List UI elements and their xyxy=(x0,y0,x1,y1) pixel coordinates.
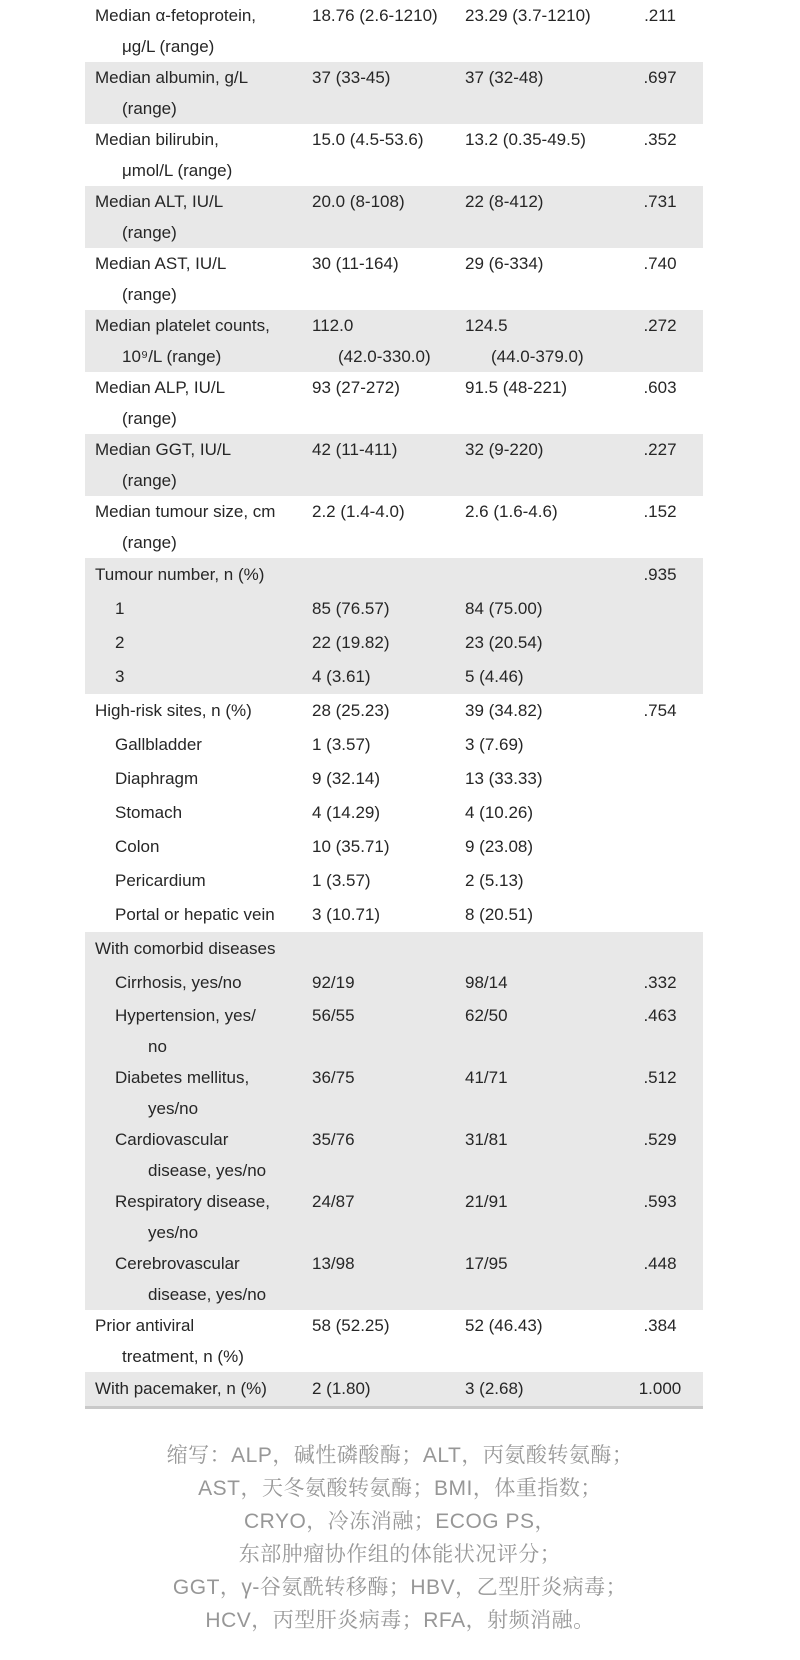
row-label-line: (range) xyxy=(122,533,177,552)
group1-value-line: 112.0 xyxy=(312,316,354,335)
row-label-line: With comorbid diseases xyxy=(95,939,276,958)
row-label-line: Diabetes mellitus, xyxy=(115,1068,250,1087)
row-label-line: Colon xyxy=(115,837,160,856)
group1-value xyxy=(312,310,465,372)
group1-value-line: 1 (3.57) xyxy=(312,871,371,890)
table-row xyxy=(85,62,703,124)
table-row xyxy=(85,762,703,796)
group1-value xyxy=(312,1310,465,1341)
group2-value xyxy=(465,496,617,527)
row-label xyxy=(85,248,312,310)
p-value: .731 xyxy=(643,192,677,211)
row-label-line: 3 xyxy=(115,667,125,686)
row-label xyxy=(85,694,312,728)
group2-value xyxy=(465,1062,617,1093)
group2-value-line: 124.5 xyxy=(465,316,508,335)
row-label xyxy=(85,660,312,694)
group2-value xyxy=(465,796,617,830)
group1-value-line: 24/87 xyxy=(312,1192,355,1211)
group2-value-line: 22 (8-412) xyxy=(465,192,544,211)
p-value-cell xyxy=(617,1062,703,1093)
row-label-line: (range) xyxy=(122,223,177,242)
p-value: .448 xyxy=(643,1254,677,1273)
group2-value-line: 23.29 (3.7-1210) xyxy=(465,6,591,25)
group1-value-line: 56/55 xyxy=(312,1006,355,1025)
row-label-line: (range) xyxy=(122,99,177,118)
row-label xyxy=(85,1372,312,1406)
row-label xyxy=(85,496,312,558)
group1-value-line: 13/98 xyxy=(312,1254,355,1273)
table-row xyxy=(85,626,703,660)
group1-value xyxy=(312,434,465,465)
group1-value xyxy=(312,694,465,728)
row-label-line: Median tumour size, cm xyxy=(95,502,276,521)
p-value: .211 xyxy=(644,6,676,25)
p-value-cell xyxy=(617,1248,703,1279)
p-value: .603 xyxy=(643,378,677,397)
group2-value-line: 2.6 (1.6-4.6) xyxy=(465,502,558,521)
table-row xyxy=(85,434,703,496)
row-label-line: no xyxy=(148,1037,167,1056)
group2-value-line: (44.0-379.0) xyxy=(491,347,584,366)
group2-value-line: 37 (32-48) xyxy=(465,68,544,87)
table-row xyxy=(85,694,703,728)
group2-value xyxy=(465,660,617,694)
group2-value xyxy=(465,310,617,372)
p-value: .272 xyxy=(643,316,677,335)
table-row xyxy=(85,898,703,932)
table-row xyxy=(85,660,703,694)
row-label-line: Cerebrovascular xyxy=(115,1254,240,1273)
group1-value-line: 85 (76.57) xyxy=(312,599,390,618)
group2-value xyxy=(465,1000,617,1031)
group2-value-line: 32 (9-220) xyxy=(465,440,544,459)
group2-value-line: 3 (2.68) xyxy=(465,1379,524,1398)
group1-value xyxy=(312,496,465,527)
row-label-line: μmol/L (range) xyxy=(122,161,233,180)
row-label-line: Median ALT, IU/L xyxy=(95,192,224,211)
group2-value xyxy=(465,124,617,155)
row-label-line: Prior antiviral xyxy=(95,1316,195,1335)
group1-value-line: 9 (32.14) xyxy=(312,769,381,788)
row-label-line: Diaphragm xyxy=(115,769,199,788)
group1-value xyxy=(312,1186,465,1217)
row-label-line: 10⁹/L (range) xyxy=(122,347,222,366)
p-value-cell xyxy=(617,966,703,1000)
row-label-line: Median AST, IU/L xyxy=(95,254,227,273)
table-row xyxy=(85,1248,703,1310)
table-row xyxy=(85,1000,703,1062)
footnote-line: CRYO，冷冻消融；ECOG PS， xyxy=(244,1510,556,1533)
row-label-line: treatment, n (%) xyxy=(122,1347,244,1366)
footnote-line: 缩写：ALP，碱性磷酸酶；ALT，丙氨酸转氨酶； xyxy=(166,1444,634,1467)
table-row xyxy=(85,1124,703,1186)
group1-value xyxy=(312,1372,465,1406)
footnote-line: 东部肿瘤协作组的体能状况评分； xyxy=(238,1543,562,1566)
row-label-line: 2 xyxy=(115,633,125,652)
group2-value xyxy=(465,1310,617,1341)
group2-value-line: 84 (75.00) xyxy=(465,599,543,618)
row-label-line: (range) xyxy=(122,285,177,304)
group2-value-line: 8 (20.51) xyxy=(465,905,534,924)
group1-value xyxy=(312,124,465,155)
p-value: .529 xyxy=(643,1130,677,1149)
group2-value xyxy=(465,728,617,762)
row-label-line: With pacemaker, n (%) xyxy=(95,1379,267,1398)
group2-value-line: 29 (6-334) xyxy=(465,254,544,273)
table-row xyxy=(85,966,703,1000)
footnote-line: HCV，丙型肝炎病毒；RFA，射频消融。 xyxy=(205,1609,595,1632)
group1-value-line: 18.76 (2.6-1210) xyxy=(312,6,438,25)
group1-value-line: 42 (11-411) xyxy=(312,440,398,459)
row-label-line: (range) xyxy=(122,471,177,490)
p-value: .740 xyxy=(643,254,677,273)
group2-value-line: 3 (7.69) xyxy=(465,735,524,754)
p-value-cell xyxy=(617,1372,703,1406)
group2-value-line: 2 (5.13) xyxy=(465,871,524,890)
row-label xyxy=(85,0,312,62)
p-value-cell xyxy=(617,124,703,155)
table-row xyxy=(85,310,703,372)
p-value: .593 xyxy=(643,1192,677,1211)
group2-value xyxy=(465,966,617,1000)
group1-value xyxy=(312,62,465,93)
group2-value-line: 91.5 (48-221) xyxy=(465,378,568,397)
row-label xyxy=(85,898,312,932)
p-value: .935 xyxy=(643,565,677,584)
group2-value-line: 23 (20.54) xyxy=(465,633,543,652)
p-value: .332 xyxy=(643,973,677,992)
row-label-line: Median α-fetoprotein, xyxy=(95,6,257,25)
table-row xyxy=(85,558,703,592)
group2-value-line: 21/91 xyxy=(465,1192,508,1211)
row-label xyxy=(85,626,312,660)
group1-value-line: 30 (11-164) xyxy=(312,254,399,273)
group1-value-line: (42.0-330.0) xyxy=(338,347,431,366)
p-value: .463 xyxy=(643,1006,677,1025)
row-label-line: Hypertension, yes/ xyxy=(115,1006,256,1025)
row-label-line: Median GGT, IU/L xyxy=(95,440,232,459)
group1-value xyxy=(312,592,465,626)
row-label xyxy=(85,728,312,762)
group1-value-line: 22 (19.82) xyxy=(312,633,390,652)
p-value: .512 xyxy=(643,1068,677,1087)
row-label xyxy=(85,186,312,248)
row-label-line: Median albumin, g/L xyxy=(95,68,249,87)
group1-value xyxy=(312,830,465,864)
group2-value xyxy=(465,626,617,660)
group1-value xyxy=(312,1124,465,1155)
table-row xyxy=(85,830,703,864)
table-row xyxy=(85,932,703,966)
p-value-cell xyxy=(617,1186,703,1217)
p-value: .152 xyxy=(643,502,677,521)
row-label-line: Stomach xyxy=(115,803,183,822)
group2-value xyxy=(465,0,617,31)
group1-value xyxy=(312,728,465,762)
group1-value-line: 36/75 xyxy=(312,1068,355,1087)
group1-value-line: 10 (35.71) xyxy=(312,837,390,856)
table-row xyxy=(85,1310,703,1372)
group2-value-line: 39 (34.82) xyxy=(465,701,543,720)
group1-value-line: 4 (14.29) xyxy=(312,803,381,822)
group1-value-line: 15.0 (4.5-53.6) xyxy=(312,130,424,149)
group1-value xyxy=(312,796,465,830)
group2-value xyxy=(465,62,617,93)
table-row xyxy=(85,1372,703,1409)
p-value-cell xyxy=(617,372,703,403)
table-row xyxy=(85,496,703,558)
group1-value xyxy=(312,898,465,932)
p-value: .227 xyxy=(643,440,677,459)
group1-value xyxy=(312,1248,465,1279)
p-value-cell xyxy=(617,496,703,527)
table-row xyxy=(85,248,703,310)
p-value-cell xyxy=(617,1310,703,1341)
group2-value-line: 13.2 (0.35-49.5) xyxy=(465,130,586,149)
group1-value xyxy=(312,372,465,403)
group1-value xyxy=(312,864,465,898)
group2-value-line: 9 (23.08) xyxy=(465,837,534,856)
row-label-line: Portal or hepatic vein xyxy=(115,905,275,924)
p-value: .352 xyxy=(643,130,677,149)
group2-value xyxy=(465,694,617,728)
row-label xyxy=(85,1062,312,1124)
row-label-line: 1 xyxy=(115,599,125,618)
patient-characteristics-table xyxy=(85,0,703,1409)
group2-value-line: 17/95 xyxy=(465,1254,508,1273)
row-label-line: Gallbladder xyxy=(115,735,202,754)
group2-value-line: 5 (4.46) xyxy=(465,667,524,686)
p-value-cell xyxy=(617,186,703,217)
group1-value-line: 3 (10.71) xyxy=(312,905,381,924)
group2-value xyxy=(465,186,617,217)
table-row xyxy=(85,592,703,626)
group1-value-line: 28 (25.23) xyxy=(312,701,390,720)
row-label-line: High-risk sites, n (%) xyxy=(95,701,252,720)
row-label xyxy=(85,932,312,966)
table-row xyxy=(85,186,703,248)
row-label-line: Median bilirubin, xyxy=(95,130,219,149)
table-row xyxy=(85,124,703,186)
table-row xyxy=(85,864,703,898)
group1-value-line: 92/19 xyxy=(312,973,355,992)
row-label xyxy=(85,1124,312,1186)
group1-value xyxy=(312,966,465,1000)
row-label-line: Median ALP, IU/L xyxy=(95,378,226,397)
group1-value xyxy=(312,626,465,660)
row-label xyxy=(85,124,312,186)
row-label xyxy=(85,1310,312,1372)
p-value: .384 xyxy=(643,1316,677,1335)
group2-value xyxy=(465,830,617,864)
row-label xyxy=(85,558,312,592)
p-value-cell xyxy=(617,62,703,93)
group2-value xyxy=(465,592,617,626)
row-label-line: μg/L (range) xyxy=(122,37,215,56)
group1-value-line: 2 (1.80) xyxy=(312,1379,371,1398)
p-value-cell xyxy=(617,0,703,31)
group1-value-line: 58 (52.25) xyxy=(312,1316,390,1335)
group2-value xyxy=(465,898,617,932)
group2-value-line: 13 (33.33) xyxy=(465,769,543,788)
group2-value-line: 62/50 xyxy=(465,1006,508,1025)
row-label-line: Median platelet counts, xyxy=(95,316,270,335)
row-label-line: Tumour number, n (%) xyxy=(95,565,265,584)
group2-value-line: 41/71 xyxy=(465,1068,508,1087)
footnote-line: AST，天冬氨酸转氨酶；BMI，体重指数； xyxy=(198,1477,602,1500)
p-value-cell xyxy=(617,558,703,592)
group1-value xyxy=(312,186,465,217)
row-label xyxy=(85,864,312,898)
footnote-line: GGT，γ-谷氨酰转移酶；HBV，乙型肝炎病毒； xyxy=(172,1576,628,1599)
group2-value xyxy=(465,372,617,403)
group1-value-line: 93 (27-272) xyxy=(312,378,400,397)
group2-value-line: 4 (10.26) xyxy=(465,803,534,822)
row-label xyxy=(85,62,312,124)
row-label-line: Cirrhosis, yes/no xyxy=(115,973,242,992)
table-row xyxy=(85,1186,703,1248)
group1-value xyxy=(312,0,465,31)
table-row xyxy=(85,0,703,62)
abbreviations-footnote xyxy=(0,1439,800,1637)
row-label xyxy=(85,310,312,372)
row-label-line: disease, yes/no xyxy=(148,1161,267,1180)
group2-value xyxy=(465,1124,617,1155)
row-label xyxy=(85,592,312,626)
p-value: 1.000 xyxy=(638,1379,682,1398)
p-value: .754 xyxy=(643,701,677,720)
group1-value-line: 4 (3.61) xyxy=(312,667,371,686)
group2-value xyxy=(465,1372,617,1406)
group1-value-line: 2.2 (1.4-4.0) xyxy=(312,502,405,521)
p-value-cell xyxy=(617,694,703,728)
group1-value-line: 1 (3.57) xyxy=(312,735,371,754)
group1-value xyxy=(312,660,465,694)
row-label xyxy=(85,372,312,434)
group2-value-line: 98/14 xyxy=(465,973,508,992)
group1-value-line: 37 (33-45) xyxy=(312,68,391,87)
row-label xyxy=(85,762,312,796)
row-label xyxy=(85,434,312,496)
group2-value xyxy=(465,864,617,898)
row-label xyxy=(85,1000,312,1062)
group2-value xyxy=(465,1186,617,1217)
row-label xyxy=(85,796,312,830)
row-label-line: Cardiovascular xyxy=(115,1130,229,1149)
row-label-line: disease, yes/no xyxy=(148,1285,267,1304)
p-value-cell xyxy=(617,1000,703,1031)
row-label-line: yes/no xyxy=(148,1223,199,1242)
row-label-line: (range) xyxy=(122,409,177,428)
row-label xyxy=(85,1186,312,1248)
row-label xyxy=(85,1248,312,1310)
p-value-cell xyxy=(617,434,703,465)
p-value-cell xyxy=(617,1124,703,1155)
group2-value xyxy=(465,434,617,465)
p-value-cell xyxy=(617,310,703,341)
group2-value-line: 31/81 xyxy=(465,1130,508,1149)
table-row xyxy=(85,1062,703,1124)
row-label-line: Pericardium xyxy=(115,871,206,890)
group1-value xyxy=(312,248,465,279)
row-label xyxy=(85,966,312,1000)
group2-value xyxy=(465,248,617,279)
p-value: .697 xyxy=(643,68,677,87)
group2-value-line: 52 (46.43) xyxy=(465,1316,543,1335)
row-label-line: Respiratory disease, xyxy=(115,1192,270,1211)
row-label-line: yes/no xyxy=(148,1099,199,1118)
table-row xyxy=(85,796,703,830)
group1-value xyxy=(312,1000,465,1031)
group1-value xyxy=(312,1062,465,1093)
group1-value-line: 35/76 xyxy=(312,1130,355,1149)
group1-value xyxy=(312,762,465,796)
table-row xyxy=(85,728,703,762)
group1-value-line: 20.0 (8-108) xyxy=(312,192,405,211)
row-label xyxy=(85,830,312,864)
group2-value xyxy=(465,1248,617,1279)
table-row xyxy=(85,372,703,434)
group2-value xyxy=(465,762,617,796)
p-value-cell xyxy=(617,248,703,279)
